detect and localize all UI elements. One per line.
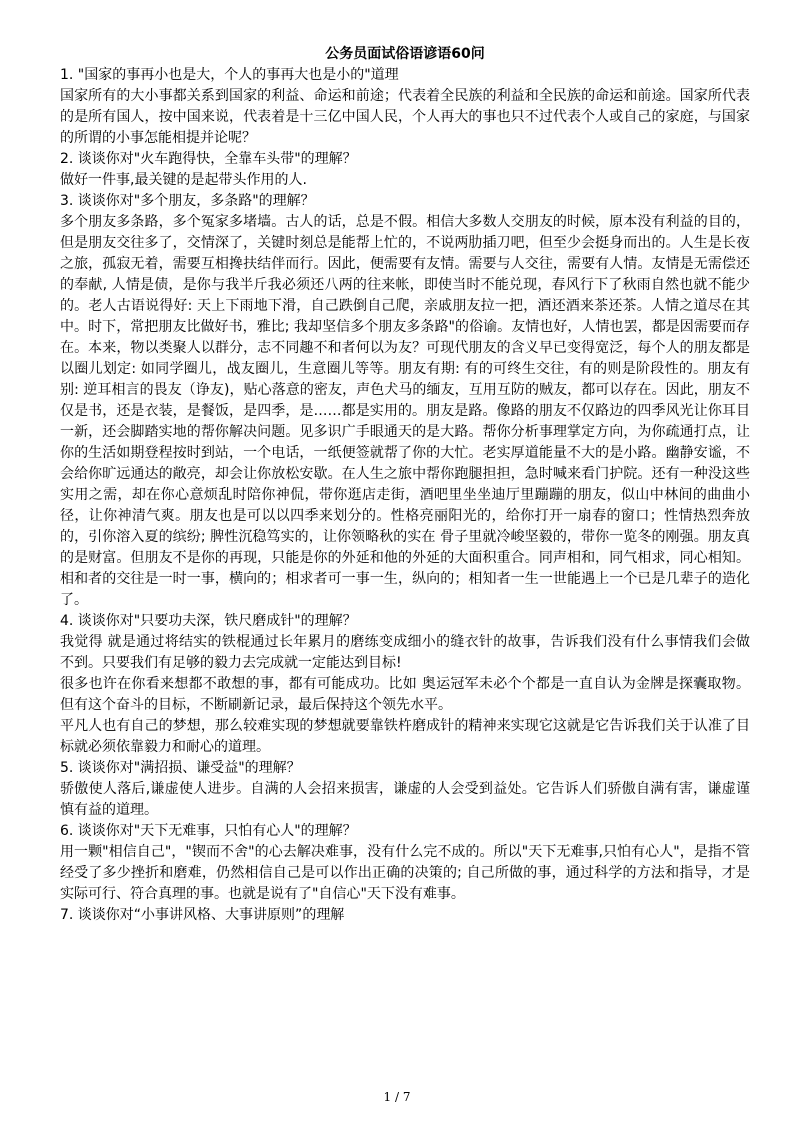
answer-paragraph: 做好一件事,最关键的是起带头作用的人. [60,172,307,188]
page-title: 公务员面试俗语谚语60问 [325,46,485,62]
question-heading: 4. 谈谈你对"只要功夫深，铁尺磨成针"的理解？ [60,613,357,629]
answer-paragraph: 很多也许在你看来想都不敢想的事，都有可能成功。比如 奥运冠军未必个个都是一直自认为金牌是探囊取物。但有这个奋斗的目标，不断刷新记录，最后保持这个领先水平。 [60,676,750,713]
question-heading: 3. 谈谈你对"多个朋友，多条路"的理解？ [60,193,315,209]
answer-paragraph: 多个朋友多条路，多个冤家多堵墙。古人的话，总是不假。相信大多数人交朋友的时候，原本没有利益的目的，但是朋友交往多了，交情深了，关键时刻总是能帮上忙的，不说两肋插刀吧，但至少会挺身而出的。人生是长夜之旅，孤寂无着，需要互相搀扶结伴而行。因此，便需要有友情。需要与人交往，需要有人情。友情是无需偿还的奉献, 人情是债，是你与我半斤我必须还八两的往来帐，即使当时不能兑现，春风行下了秋雨自然也就不能少的。老人古语说得好: 天上下雨地下滑，自己跌倒自己爬，亲戚朋友拉一把，酒还酒来茶还茶。人情之道尽在其中。时下，常把朋友比做好书，雅比; 我却坚信多个朋友多条路"的俗谕。友情也好，人情也罢，都是因需要而存在。本来，物以类聚人以群分，志不同趣不和者何以为友？可现代朋友的含义早已变得宽泛，每个人的朋友都是以圈儿划定: 如同学圈儿，战友圈儿，生意圈儿等等。朋友有期: 有的可终生交往，有的则是阶段性的。朋友有别: 逆耳相言的畏友（诤友)，贴心落意的密友，声色犬马的缅友，互用互防的贼友，都可以存在。因此，朋友不仅是书，还是衣装，是餐饭，是四季，是……都是实用的。朋友是路。像路的朋友不仅路边的四季风光让你耳目一新，还会脚踏实地的帮你解决问题。见多识广手眼通天的是大路。帮你分析事理掌定方向，为你疏通打点，让你的生活如期登程按时到站，一个电话，一纸便签就帮了你的大忙。老实厚道能量不大的是小路。幽静安谧，不会给你旷远通达的敞亮，却会让你放松安歇。在人生之旅中帮你跑腿担担，急时喊来看门护院。还有一种没这些实用之需，却在你心意烦乱时陪你神侃，带你逛店走街，酒吧里坐坐迪厅里蹦蹦的朋友，似山中林间的曲曲小径，让你神清气爽。朋友也是可以以四季来划分的。性格亮丽阳光的，给你打开一扇春的窗口；性情热烈奔放的，引你溶入夏的缤纷; 脾性沉稳笃实的，让你领略秋的实在 骨子里就冷峻坚毅的，带你一览冬的刚强。朋友真的是财富。但朋友不是你的再现，只能是你的外延和他的外延的大面积重合。同声相和，同气相求，同心相知。相和者的交往是一时一事，横向的；相求者可一事一生，纵向的；相知者一生一世能遇上一个已是几辈子的造化了。 [60,214,750,608]
sections-container [60,65,750,926]
answer-paragraph: 用一颗"相信自己"，"锲而不舍"的心去解决难事，没有什么完不成的。所以"天下无难事,只怕有心人"，是指不管经受了多少挫折和磨难，仍然相信自己是可以作出正确的决策的; 自己所做的事，通过科学的方法和指导，才是实际可行、符合真理的事。也就是说有了"自信心"天下没有难事。 [60,844,750,902]
answer-paragraph: 平凡人也有自己的梦想，那么较难实现的梦想就要靠铁杵磨成针的精神来实现它这就是它告诉我们关于认准了目标就必须依靠毅力和耐心的道理。 [60,718,750,755]
question-heading: 2. 谈谈你对"火车跑得快，全靠车头带"的理解？ [60,151,357,167]
answer-paragraph: 国家所有的大小事都关系到国家的利益、命运和前途；代表着全民族的利益和全民族的命运和前途。国家所代表的是所有国人，按中国来说，代表着是十三亿中国人民，个人再大的事也只不过代表个人或自己的家庭，与国家的所谓的小事怎能相提并论呢？ [60,88,750,146]
question-heading: 6. 谈谈你对"天下无难事，只怕有心人"的理解？ [60,823,357,839]
page-number: 1 / 7 [383,1090,411,1104]
answer-paragraph: 骄傲使人落后,谦虚使人进步。自满的人会招来损害，谦虚的人会受到益处。它告诉人们骄傲自满有害，谦虚谨慎有益的道理。 [60,781,750,818]
question-heading: 7. 谈谈你对“小事讲风格、大事讲原则”的理解 [60,907,345,923]
answer-paragraph: 我觉得 就是通过将结实的铁棍通过长年累月的磨练变成细小的缝衣针的故事，告诉我们没有什么事情我们会做不到。只要我们有足够的毅力去完成就一定能达到目标! [60,634,750,671]
question-heading: 1. "国家的事再小也是大，个人的事再大也是小的"道理 [60,67,399,83]
document-body [60,44,750,926]
question-heading: 5. 谈谈你对"满招损、谦受益"的理解？ [60,760,301,776]
